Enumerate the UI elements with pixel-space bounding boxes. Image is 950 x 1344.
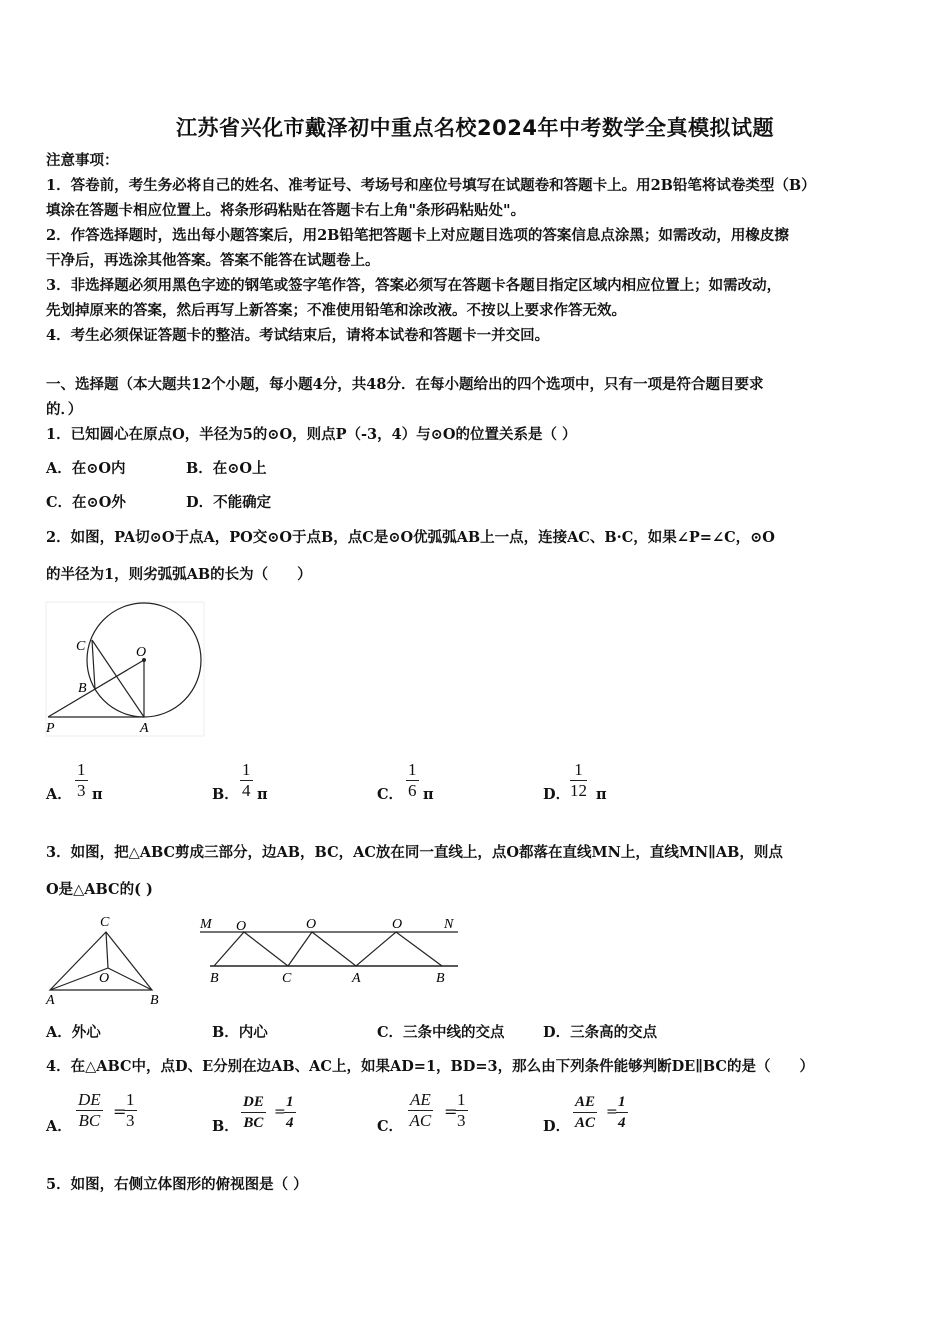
denominator: 3 (126, 1111, 135, 1130)
q2-label-a: A (140, 721, 149, 736)
numerator: 1 (126, 1090, 135, 1109)
notice-line: 3．非选择题必须用黑色字迹的钢笔或签字笔作答，答案必须写在答题卡各题目指定区域内相应位置上；如需改动， (46, 277, 782, 294)
q4-option-d-letter[interactable]: D． (543, 1118, 571, 1135)
q4-option-b-frac[interactable] (241, 1092, 266, 1133)
q2-label-c: C (76, 639, 86, 654)
q2-line-po (48, 660, 144, 717)
q2-figure (40, 600, 210, 740)
denominator: BC (78, 1111, 101, 1130)
denominator: 12 (570, 781, 587, 800)
notice-line: 填涂在答题卡相应位置上。将条形码粘贴在答题卡右上角"条形码粘贴处"。 (46, 202, 526, 219)
numerator: 1 (570, 760, 587, 781)
denominator: 4 (242, 781, 251, 800)
q3-seg-bo (108, 968, 152, 990)
q2-option-d-letter[interactable]: D． (543, 786, 571, 803)
pi-symbol: π (92, 786, 103, 803)
q4-option-d-frac[interactable] (573, 1092, 597, 1133)
pi-symbol: π (423, 786, 434, 803)
q4-option-b-letter[interactable]: B． (212, 1118, 239, 1135)
q3-label-a: A (46, 993, 55, 1008)
q2-stem: 2．如图，PA切⊙O于点A，PO交⊙O于点B，点C是⊙O优弧弧AB上一点，连接AC、B·C，如果∠P=∠C，⊙O (46, 529, 775, 546)
zigzag (214, 932, 442, 966)
section-heading: 一、选择题（本大题共12个小题，每小题4分，共48分．在每小题给出的四个选项中，只有一项是符合题目要求 (46, 376, 764, 393)
q2-figure-frame (46, 602, 204, 736)
q3-option-c[interactable]: C．三条中线的交点 (377, 1024, 505, 1041)
q4-option-c-letter[interactable]: C． (377, 1118, 404, 1135)
numerator: DE (241, 1092, 266, 1113)
numerator: DE (78, 1090, 101, 1109)
denominator: AC (575, 1115, 596, 1131)
q3-stem-cont: O是△ABC的( ) (46, 881, 153, 898)
equals-sign: = (444, 1102, 458, 1121)
q2-option-c-frac[interactable] (406, 760, 419, 801)
denominator: 6 (408, 781, 417, 800)
q3-stem: 3．如图，把△ABC剪成三部分，边AB，BC，AC放在同一直线上，点O都落在直线MN上，直线MN∥AB，则点 (46, 844, 783, 861)
denominator: 3 (77, 781, 86, 800)
notice-heading: 注意事项： (46, 152, 119, 169)
denominator: 4 (286, 1115, 294, 1131)
denominator: 4 (618, 1115, 626, 1131)
q4-option-c-ratio (455, 1090, 468, 1131)
denominator: AC (409, 1111, 432, 1130)
numerator: AE (410, 1090, 431, 1109)
numerator: 1 (77, 760, 86, 779)
label-o1: O (236, 919, 247, 934)
equals-sign: = (274, 1104, 286, 1120)
label-n: N (444, 917, 454, 932)
q2-stem-cont: 的半径为1，则劣弧弧AB的长为（ ） (46, 566, 312, 583)
q2-chord-cb (92, 640, 95, 689)
label-m: M (200, 917, 212, 932)
q3-label-b: B (150, 993, 159, 1008)
q5-stem: 5．如图，右侧立体图形的俯视图是（ ） (46, 1176, 308, 1193)
equals-sign: = (606, 1104, 618, 1120)
notice-line: 2．作答选择题时，选出每小题答案后，用2B铅笔把答题卡上对应题目选项的答案信息点涂黑；如需改动，用橡皮擦 (46, 227, 789, 244)
q3-figure-line (196, 910, 466, 990)
notice-line: 先划掉原来的答案，然后再写上新答案；不准使用铅笔和涂改液。不按以上要求作答无效。 (46, 302, 626, 319)
q3-figure-triangle (42, 910, 172, 1010)
q3-label-o: O (99, 971, 110, 986)
q4-option-a-ratio (124, 1090, 137, 1131)
label-o2: O (306, 917, 317, 932)
denominator: 3 (457, 1111, 466, 1130)
q2-option-d-frac[interactable] (570, 760, 587, 801)
q2-option-c-letter[interactable]: C． (377, 786, 404, 803)
q2-option-b-letter[interactable]: B． (212, 786, 239, 803)
q4-option-d-ratio (616, 1092, 628, 1133)
q4-option-b-ratio (284, 1092, 296, 1133)
label-b1: B (210, 971, 219, 986)
label-b2: B (436, 971, 445, 986)
q3-label-c: C (100, 915, 110, 930)
q3-option-b[interactable]: B．内心 (212, 1024, 268, 1041)
equals-sign: = (113, 1102, 127, 1121)
q2-label-o: O (136, 645, 147, 660)
q2-option-a-frac[interactable] (75, 760, 88, 801)
label-c: C (282, 971, 292, 986)
numerator: 1 (242, 760, 251, 779)
q1-stem: 1．已知圆心在原点O，半径为5的⊙O，则点P（-3，4）与⊙O的位置关系是（ ） (46, 426, 577, 443)
label-o3: O (392, 917, 403, 932)
numerator: 1 (616, 1092, 628, 1113)
q4-option-a-letter[interactable]: A． (46, 1118, 72, 1135)
numerator: 1 (408, 760, 417, 779)
numerator: 1 (284, 1092, 296, 1113)
notice-line: 4．考生必须保证答题卡的整洁。考试结束后，请将本试卷和答题卡一并交回。 (46, 327, 550, 344)
section-heading-cont: 的．） (46, 401, 83, 418)
q4-option-a-frac[interactable] (76, 1090, 103, 1131)
q3-option-d[interactable]: D．三条高的交点 (543, 1024, 658, 1041)
q3-option-a[interactable]: A．外心 (46, 1024, 101, 1041)
q2-label-p: P (46, 721, 55, 736)
q1-option-c[interactable]: C．在⊙O外 (46, 494, 126, 511)
notice-line: 1．答卷前，考生务必将自己的姓名、准考证号、考场号和座位号填写在试题卷和答题卡上。用2B铅笔将试卷类型（B） (46, 177, 816, 194)
label-a: A (352, 971, 361, 986)
numerator: 1 (457, 1090, 466, 1109)
page-title: 江苏省兴化市戴泽初中重点名校2024年中考数学全真模拟试题 (176, 116, 774, 140)
q1-option-d[interactable]: D．不能确定 (186, 494, 272, 511)
q1-option-a[interactable]: A．在⊙O内 (46, 460, 126, 477)
numerator: AE (573, 1092, 597, 1113)
q2-option-b-frac[interactable] (240, 760, 253, 801)
q2-label-b: B (78, 681, 87, 696)
denominator: BC (243, 1115, 264, 1131)
q3-seg-co (106, 932, 108, 968)
pi-symbol: π (596, 786, 607, 803)
q2-option-a-letter[interactable]: A． (46, 786, 72, 803)
q4-stem: 4．在△ABC中，点D、E分别在边AB、AC上，如果AD=1，BD=3，那么由下列条件能够判断DE∥BC的是（ ） (46, 1058, 814, 1075)
notice-line: 干净后，再选涂其他答案。答案不能答在试题卷上。 (46, 252, 380, 269)
q1-option-b[interactable]: B．在⊙O上 (186, 460, 267, 477)
q4-option-c-frac[interactable] (408, 1090, 433, 1131)
pi-symbol: π (257, 786, 268, 803)
